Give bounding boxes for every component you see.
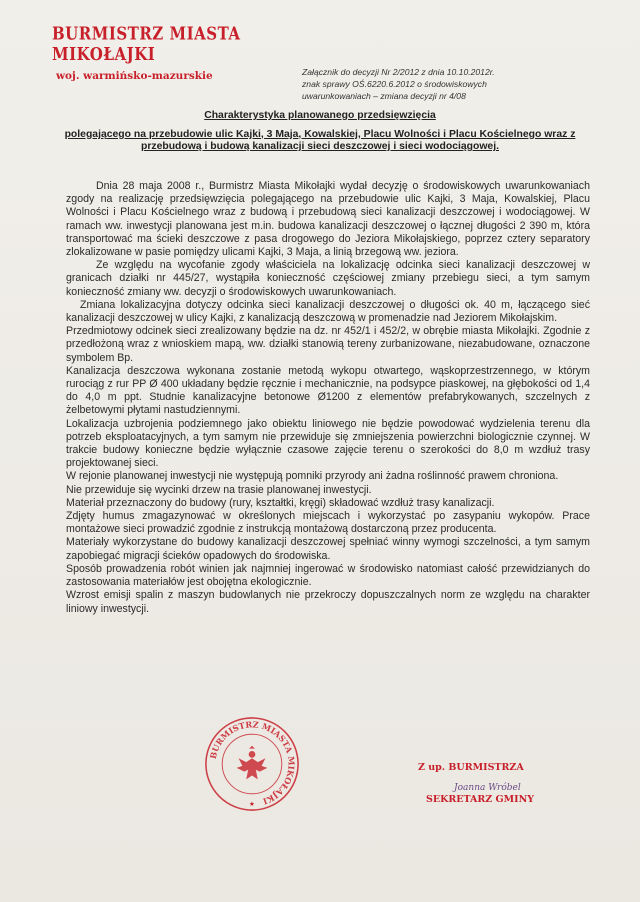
paragraph: Lokalizacja uzbrojenia podziemnego jako obiektu liniowego nie będzie powodować wydzielenia terenu dla potrzeb eksploatacyjnych, a tym samym nie przewiduje się zmniejszenia powierzchni biologicznie czynnej. W trakcie budowy konieczne będzie wyłącznie czasowe zajęcie terenu o szerokości do 8,0 m wzdłuż trasy projektowanej sieci.	[66, 417, 590, 470]
annex-line-3: uwarunkowaniach – zmiana decyzji nr 4/08	[302, 91, 466, 101]
official-seal	[204, 716, 300, 812]
paragraph: Sposób prowadzenia robót winien jak najmniej ingerować w środowisko natomiast całość przewidzianych do zastosowania materiałów jest obojętna ekologicznie.	[66, 562, 590, 589]
document-title	[40, 110, 600, 154]
document-body	[66, 180, 590, 616]
paragraph: Ze względu na wycofanie zgody właściciela na lokalizację odcinka sieci kanalizacji deszczowej w granicach działki nr 445/27, wystąpiła konieczność częściowej zmiany przebiegu sieci, a tym samym konieczność zmiany ww. decyzji o środowiskowych uwarunkowaniach.	[66, 259, 590, 298]
header-stamp-region: woj. warmińsko-mazurskie	[56, 70, 213, 82]
paragraph: Przedmiotowy odcinek sieci zrealizowany będzie na dz. nr 452/1 i 452/2, w obrębie miasta Mikołajki. Zgodnie z przedłożoną wraz z wnioskiem mapą, ww. działki stanowią tereny zurbanizowane, niezabudowane, oznaczone symbolem Bp.	[66, 325, 590, 364]
paragraph: Zdjęty humus zmagazynować w określonych miejscach i wykorzystać po zasypaniu wykopów. Prace montażowe sieci prowadzić zgodnie z instrukcją montażową dostarczoną przez producenta.	[66, 510, 590, 536]
seal-star-icon: ★	[248, 801, 256, 809]
annex-note	[302, 66, 602, 102]
paragraph: W rejonie planowanej inwestycji nie występują pomniki przyrody ani żadna roślinność prawem chroniona.	[66, 470, 559, 483]
signature-block	[418, 762, 578, 805]
title-line-2: polegającego na przebudowie ulic Kajki, 3 Maja, Kowalskiej, Placu Wolności i Placu Kościelnego wraz z przebudową i budową kanalizacji sieci deszczowej i sieci wodociągowej.	[64, 128, 576, 153]
header-stamp	[52, 23, 272, 82]
paragraph: Materiały wykorzystane do budowy kanalizacji deszczowej spełniać winny wymogi szczelności, a tym samym zapobiegać migracji ścieków opadowych do środowiska.	[66, 536, 590, 562]
paragraph: Materiał przeznaczony do budowy (rury, kształtki, kręgi) składować wzdłuż trasy kanalizacji.	[66, 496, 495, 509]
paragraph: Zmiana lokalizacyjna dotyczy odcinka sieci kanalizacji deszczowej o długości ok. 40 m, łączącego sieć kanalizacji deszczowej w ulicy Kajki, z kanalizacją deszczową w promenadzie nad Jeziorem Mikołajskim.	[66, 298, 590, 325]
paragraph: Wzrost emisji spalin z maszyn budowlanych nie przekroczy dopuszczalnych norm ze względu na charakter liniowy inwestycji.	[66, 589, 590, 615]
paragraph: Nie przewiduje się wycinki drzew na trasie planowanej inwestycji.	[66, 483, 372, 496]
paragraph: Kanalizacja deszczowa wykonana zostanie metodą wykopu otwartego, wąskoprzestrzennego, w którym rurociąg z rur PP Ø 400 układany będzie ręcznie i mechanicznie, na podsypce piaskowej, na głębokości od 1,4 do 4,0 m ppt. Studnie kanalizacyjne betonowe Ø1200 z elementów prefabrykowanych, szczelnych z żelbetowymi płytami nastudziennymi.	[66, 364, 590, 417]
header-stamp-title: BURMISTRZ MIASTA MIKOŁAJKI	[52, 23, 241, 65]
eagle-emblem-icon	[237, 746, 268, 780]
annex-line-1: Załącznik do decyzji Nr 2/2012 z dnia 10.10.2012r.	[302, 67, 495, 77]
seal-ring-text: BURMISTRZ MIASTA MIKOŁAJKI	[207, 719, 297, 807]
paragraph: Dnia 28 maja 2008 r., Burmistrz Miasta Mikołajki wydał decyzję o środowiskowych uwarunkowaniach zgody na realizację przedsięwzięcia polegającego na przebudowie ulic Kajki, 3 Maja, Kowalskiej, Placu Wolności i Placu Kościelnego wraz z budową i przebudową sieci kanalizacji deszczowej i wodociągowej. W ramach ww. inwestycji planowana jest m.in. budowa kanalizacji deszczowej o łącznej długości 2 390 m, która transportować ma ścieki deszczowe z pasa drogowego do Jeziora Mikołajskiego, poprzez cztery separatory zlokalizowane w pasie pomiędzy ulicami Kajki, 3 Maja, a linią brzegową ww. jeziora.	[66, 180, 590, 259]
title-line-1: Charakterystyka planowanego przedsięwzięcia	[204, 110, 436, 121]
signature-name: Joanna Wróbel	[454, 783, 521, 793]
annex-line-2: znak sprawy OŚ.6220.6.2012 o środowiskowych	[302, 79, 487, 89]
signature-position: SEKRETARZ GMINY	[426, 794, 535, 805]
signature-authorization: Z up. BURMISTRZA	[418, 762, 524, 773]
